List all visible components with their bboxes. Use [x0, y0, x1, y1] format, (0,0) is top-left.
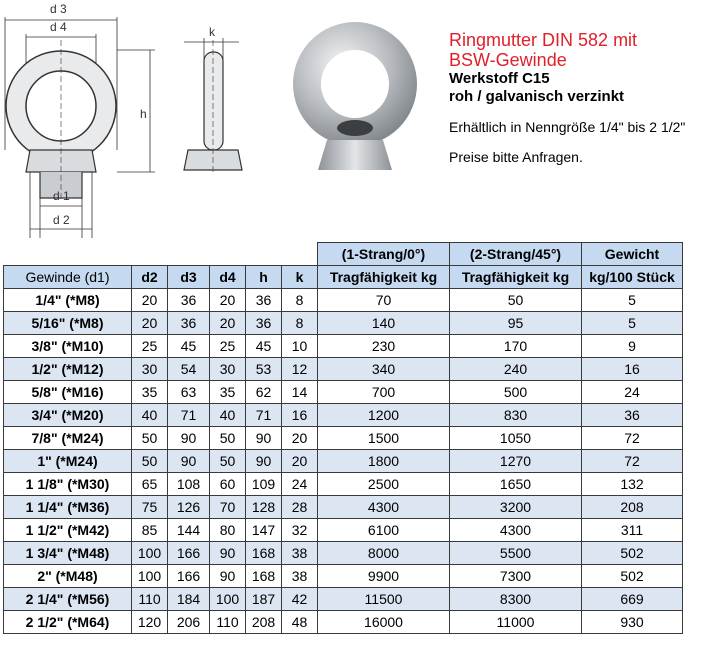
table-cell: 2500: [318, 473, 450, 496]
column-header: Tragfähigkeit kg: [450, 266, 582, 289]
table-cell: 311: [582, 519, 683, 542]
table-cell: 147: [246, 519, 282, 542]
table-cell: 500: [450, 381, 582, 404]
table-cell: 5500: [450, 542, 582, 565]
table-cell: 36: [168, 312, 210, 335]
technical-drawings: [0, 0, 440, 240]
table-row: [4, 473, 683, 496]
table-cell: 20: [132, 289, 168, 312]
table-cell: 110: [132, 588, 168, 611]
table-row: [4, 381, 683, 404]
table-cell: 109: [246, 473, 282, 496]
table-cell: 140: [318, 312, 450, 335]
table-cell: 90: [246, 450, 282, 473]
product-title-line2: BSW-Gewinde: [449, 50, 567, 70]
table-cell: 38: [282, 565, 318, 588]
table-cell: 45: [246, 335, 282, 358]
table-cell: 187: [246, 588, 282, 611]
table-cell: 1200: [318, 404, 450, 427]
table-cell: 9: [582, 335, 683, 358]
dim-label-d2: d 2: [53, 213, 70, 227]
table-cell: 70: [318, 289, 450, 312]
table-cell: 16: [582, 358, 683, 381]
thread-size-cell: 3/4" (*M20): [4, 404, 132, 427]
table-row: [4, 450, 683, 473]
dim-label-k: k: [209, 25, 215, 39]
table-cell: 110: [210, 611, 246, 634]
group-header-gewicht: Gewicht: [582, 243, 683, 266]
table-cell: 6100: [318, 519, 450, 542]
table-cell: 45: [168, 335, 210, 358]
thread-size-cell: 1" (*M24): [4, 450, 132, 473]
dim-label-d3: d 3: [50, 2, 67, 16]
table-cell: 24: [282, 473, 318, 496]
table-cell: 50: [210, 450, 246, 473]
table-cell: 60: [210, 473, 246, 496]
table-cell: 11500: [318, 588, 450, 611]
thread-size-cell: 2 1/2" (*M64): [4, 611, 132, 634]
table-row: [4, 312, 683, 335]
table-cell: 340: [318, 358, 450, 381]
dim-label-h: h: [140, 107, 147, 121]
table-cell: 830: [450, 404, 582, 427]
table-cell: 72: [582, 450, 683, 473]
table-cell: 32: [282, 519, 318, 542]
thread-size-cell: 1/2" (*M12): [4, 358, 132, 381]
table-cell: 28: [282, 496, 318, 519]
table-cell: 100: [132, 565, 168, 588]
column-header: d2: [132, 266, 168, 289]
table-cell: 50: [132, 450, 168, 473]
prices-text: Preise bitte Anfragen.: [449, 149, 583, 165]
table-cell: 208: [246, 611, 282, 634]
table-cell: 20: [210, 312, 246, 335]
table-cell: 50: [450, 289, 582, 312]
table-cell: 90: [168, 450, 210, 473]
table-row: [4, 404, 683, 427]
thread-size-cell: 3/8" (*M10): [4, 335, 132, 358]
table-cell: 35: [210, 381, 246, 404]
table-cell: 90: [246, 427, 282, 450]
table-cell: 75: [132, 496, 168, 519]
table-cell: 206: [168, 611, 210, 634]
table-cell: 65: [132, 473, 168, 496]
table-row: [4, 335, 683, 358]
table-cell: 5: [582, 289, 683, 312]
table-cell: 144: [168, 519, 210, 542]
column-header: Tragfähigkeit kg: [318, 266, 450, 289]
table-cell: 25: [132, 335, 168, 358]
thread-size-cell: 1 1/8" (*M30): [4, 473, 132, 496]
group-header-strang2: (2-Strang/45°): [450, 243, 582, 266]
table-cell: 230: [318, 335, 450, 358]
table-row: [4, 358, 683, 381]
material-text: Werkstoff C15: [449, 70, 550, 87]
table-cell: 36: [582, 404, 683, 427]
table-cell: 170: [450, 335, 582, 358]
table-cell: 930: [582, 611, 683, 634]
column-header: h: [246, 266, 282, 289]
table-cell: 72: [582, 427, 683, 450]
table-cell: 8000: [318, 542, 450, 565]
table-cell: 14: [282, 381, 318, 404]
table-cell: 1650: [450, 473, 582, 496]
table-row: [4, 611, 683, 634]
table-cell: 80: [210, 519, 246, 542]
table-cell: 71: [168, 404, 210, 427]
thread-size-cell: 1 1/2" (*M42): [4, 519, 132, 542]
table-cell: 1800: [318, 450, 450, 473]
thread-size-cell: 2" (*M48): [4, 565, 132, 588]
table-cell: 1050: [450, 427, 582, 450]
column-header: k: [282, 266, 318, 289]
group-header-strang1: (1-Strang/0°): [318, 243, 450, 266]
table-cell: 669: [582, 588, 683, 611]
table-cell: 16000: [318, 611, 450, 634]
table-row: [4, 542, 683, 565]
thread-size-cell: 1 1/4" (*M36): [4, 496, 132, 519]
table-cell: 11000: [450, 611, 582, 634]
table-cell: 9900: [318, 565, 450, 588]
table-cell: 4300: [318, 496, 450, 519]
table-cell: 63: [168, 381, 210, 404]
table-row: [4, 519, 683, 542]
table-cell: 20: [282, 427, 318, 450]
table-cell: 30: [210, 358, 246, 381]
table-cell: 7300: [450, 565, 582, 588]
table-cell: 12: [282, 358, 318, 381]
product-info: [449, 30, 721, 166]
table-cell: 502: [582, 542, 683, 565]
table-cell: 8: [282, 289, 318, 312]
product-photo: [293, 22, 417, 170]
table-cell: 16: [282, 404, 318, 427]
thread-size-cell: 1 3/4" (*M48): [4, 542, 132, 565]
column-header: d4: [210, 266, 246, 289]
column-header: kg/100 Stück: [582, 266, 683, 289]
table-row: [4, 427, 683, 450]
table-cell: 20: [282, 450, 318, 473]
table-cell: 3200: [450, 496, 582, 519]
side-view-drawing: [184, 38, 242, 175]
thread-size-cell: 5/16" (*M8): [4, 312, 132, 335]
table-cell: 166: [168, 565, 210, 588]
product-title-line1: Ringmutter DIN 582 mit: [449, 30, 638, 50]
table-row: [4, 289, 683, 312]
table-cell: 120: [132, 611, 168, 634]
table-cell: 166: [168, 542, 210, 565]
dim-label-d4: d 4: [50, 20, 67, 34]
table-cell: 35: [132, 381, 168, 404]
finish-text: roh / galvanisch verzinkt: [449, 88, 625, 105]
table-cell: 85: [132, 519, 168, 542]
table-cell: 20: [132, 312, 168, 335]
table-cell: 48: [282, 611, 318, 634]
table-cell: 502: [582, 565, 683, 588]
table-cell: 36: [246, 312, 282, 335]
sizes-text: Erhältlich in Nenngröße 1/4" bis 2 1/2": [449, 119, 686, 135]
table-cell: 168: [246, 565, 282, 588]
table-cell: 54: [168, 358, 210, 381]
column-header: d3: [168, 266, 210, 289]
dim-label-d1: d 1: [53, 189, 70, 203]
table-cell: 100: [132, 542, 168, 565]
table-cell: 128: [246, 496, 282, 519]
thread-size-cell: 2 1/4" (*M56): [4, 588, 132, 611]
table-row: [4, 565, 683, 588]
table-cell: 168: [246, 542, 282, 565]
table-row: [4, 496, 683, 519]
table-row: [4, 588, 683, 611]
table-cell: 8300: [450, 588, 582, 611]
table-cell: 100: [210, 588, 246, 611]
table-cell: 42: [282, 588, 318, 611]
table-cell: 70: [210, 496, 246, 519]
front-view-drawing: [5, 17, 155, 238]
table-cell: 53: [246, 358, 282, 381]
table-cell: 126: [168, 496, 210, 519]
column-header: Gewinde (d1): [4, 266, 132, 289]
table-cell: 71: [246, 404, 282, 427]
table-cell: 20: [210, 289, 246, 312]
thread-size-cell: 5/8" (*M16): [4, 381, 132, 404]
table-cell: 1270: [450, 450, 582, 473]
table-cell: 50: [132, 427, 168, 450]
table-cell: 50: [210, 427, 246, 450]
table-cell: 208: [582, 496, 683, 519]
thread-size-cell: 7/8" (*M24): [4, 427, 132, 450]
table-cell: 36: [246, 289, 282, 312]
table-cell: 4300: [450, 519, 582, 542]
table-cell: 36: [168, 289, 210, 312]
table-cell: 240: [450, 358, 582, 381]
table-cell: 700: [318, 381, 450, 404]
table-cell: 1500: [318, 427, 450, 450]
table-cell: 90: [168, 427, 210, 450]
table-cell: 108: [168, 473, 210, 496]
table-cell: 62: [246, 381, 282, 404]
table-cell: 40: [132, 404, 168, 427]
thread-size-cell: 1/4" (*M8): [4, 289, 132, 312]
column-header-row: [4, 266, 683, 289]
spec-table: [3, 242, 683, 634]
table-cell: 90: [210, 565, 246, 588]
table-cell: 10: [282, 335, 318, 358]
table-cell: 132: [582, 473, 683, 496]
table-cell: 95: [450, 312, 582, 335]
table-cell: 184: [168, 588, 210, 611]
table-cell: 38: [282, 542, 318, 565]
table-cell: 5: [582, 312, 683, 335]
table-cell: 25: [210, 335, 246, 358]
table-cell: 90: [210, 542, 246, 565]
table-cell: 40: [210, 404, 246, 427]
group-header-row: [4, 243, 683, 266]
table-cell: 30: [132, 358, 168, 381]
table-cell: 24: [582, 381, 683, 404]
table-cell: 8: [282, 312, 318, 335]
